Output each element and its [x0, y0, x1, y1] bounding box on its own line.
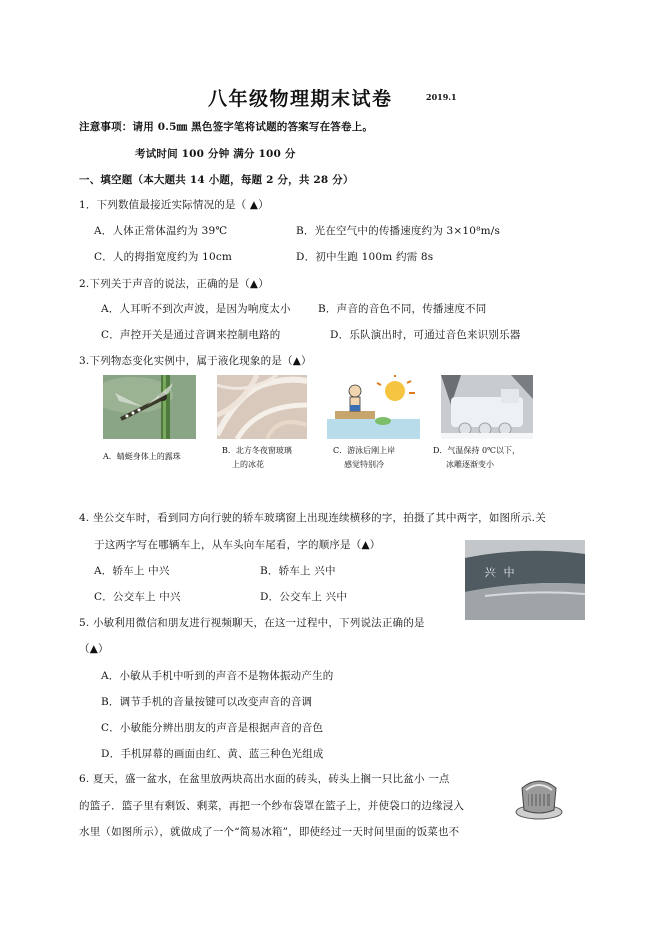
- swimmer-cartoon: [327, 375, 420, 439]
- q2-option-b: B．声音的音色不同，传播速度不同: [318, 303, 487, 315]
- q5-option-c: C．小敏能分辨出朋友的声音是根据声音的音色: [101, 722, 324, 734]
- q3-caption-b-line2: 上的冰花: [232, 460, 264, 469]
- q2-option-a: A．人耳听不到次声波，是因为响度太小: [101, 303, 291, 315]
- notice: 注意事项：请用 0.5㎜ 黑色签字笔将试题的答案写在答卷上。: [79, 121, 374, 133]
- q5-stem-line1: 5. 小敏利用微信和朋友进行视频聊天，在这一过程中，下列说法正确的是: [79, 617, 425, 629]
- dragonfly-photo: [103, 375, 196, 439]
- icebox-illustration: [514, 770, 564, 820]
- car-window-text: 中 兴: [483, 566, 515, 579]
- q4-stem-line1: 4. 坐公交车时，看到同方向行驶的轿车玻璃窗上出现连续横移的字，拍摄了其中两字，如图所示.关: [79, 512, 546, 524]
- q3-caption-a: A．蜻蜓身体上的露珠: [103, 452, 181, 461]
- ice-sculpture-photo: [441, 375, 533, 439]
- time-score: 考试时间 100 分钟 满分 100 分: [135, 148, 296, 160]
- q6-line1: 6. 夏天，盛一盆水，在盆里放两块高出水面的砖头，砖头上搁一只比盆小 一点: [79, 773, 450, 785]
- q4-option-b: B．轿车上 兴中: [260, 565, 336, 577]
- q2-option-d: D．乐队演出时，可通过音色来识别乐器: [330, 329, 521, 341]
- q3-caption-c-line1: C．游泳后刚上岸: [333, 446, 396, 455]
- q5-option-a: A．小敏从手机中听到的声音不是物体振动产生的: [101, 670, 334, 682]
- q6-line3: 水里（如图所示），就做成了一个“简易冰箱”，即使经过一天时间里面的饭菜也不: [79, 826, 460, 838]
- q3-caption-d-line2: 冰雕逐渐变小: [446, 460, 494, 469]
- q3-caption-d-line1: D．气温保持 0℃以下，: [433, 446, 520, 455]
- q4-option-a: A．轿车上 中兴: [94, 565, 170, 577]
- section-heading: 一、填空题（本大题共 14 小题，每题 2 分，共 28 分）: [79, 174, 354, 186]
- q4-option-c: C．公交车上 中兴: [94, 591, 181, 603]
- page-title: 八年级物理期末试卷: [208, 88, 393, 110]
- q1-option-a: A．人体正常体温约为 39℃: [94, 225, 228, 237]
- exam-date: 2019.1: [426, 92, 457, 102]
- q5-stem-line2: （▲）: [79, 643, 109, 655]
- q1-option-c: C．人的拇指宽度约为 10cm: [94, 251, 233, 263]
- q5-option-d: D．手机屏幕的画面由红、黄、蓝三种色光组成: [101, 748, 324, 760]
- q4-stem-line2: 于这两字写在哪辆车上，从车头向车尾看，字的顺序是（▲）: [94, 539, 381, 551]
- q3-stem: 3.下列物态变化实例中，属于液化现象的是（▲）: [79, 355, 312, 367]
- q5-option-b: B．调节手机的音量按键可以改变声音的音调: [101, 696, 313, 708]
- q4-option-d: D．公交车上 兴中: [260, 591, 348, 603]
- frost-photo: [217, 375, 307, 439]
- q1-option-b: B．光在空气中的传播速度约为 3×10⁸m/s: [296, 225, 501, 237]
- car-window-photo: [465, 540, 585, 620]
- q2-stem: 2.下列关于声音的说法，正确的是（▲）: [79, 278, 269, 290]
- q3-caption-b-line1: B．北方冬夜窗玻璃: [222, 446, 292, 455]
- q1-stem: 1．下列数值最接近实际情况的是（ ▲）: [79, 199, 269, 211]
- q6-line2: 的篮子．篮子里有剩饭、剩菜，再把一个纱布袋罩在篮子上，并使袋口的边缘浸入: [79, 800, 465, 812]
- q3-caption-c-line2: 感觉特别冷: [344, 460, 384, 469]
- q2-option-c: C．声控开关是通过音调来控制电路的: [101, 329, 281, 341]
- q1-option-d: D．初中生跑 100m 约需 8s: [296, 251, 434, 263]
